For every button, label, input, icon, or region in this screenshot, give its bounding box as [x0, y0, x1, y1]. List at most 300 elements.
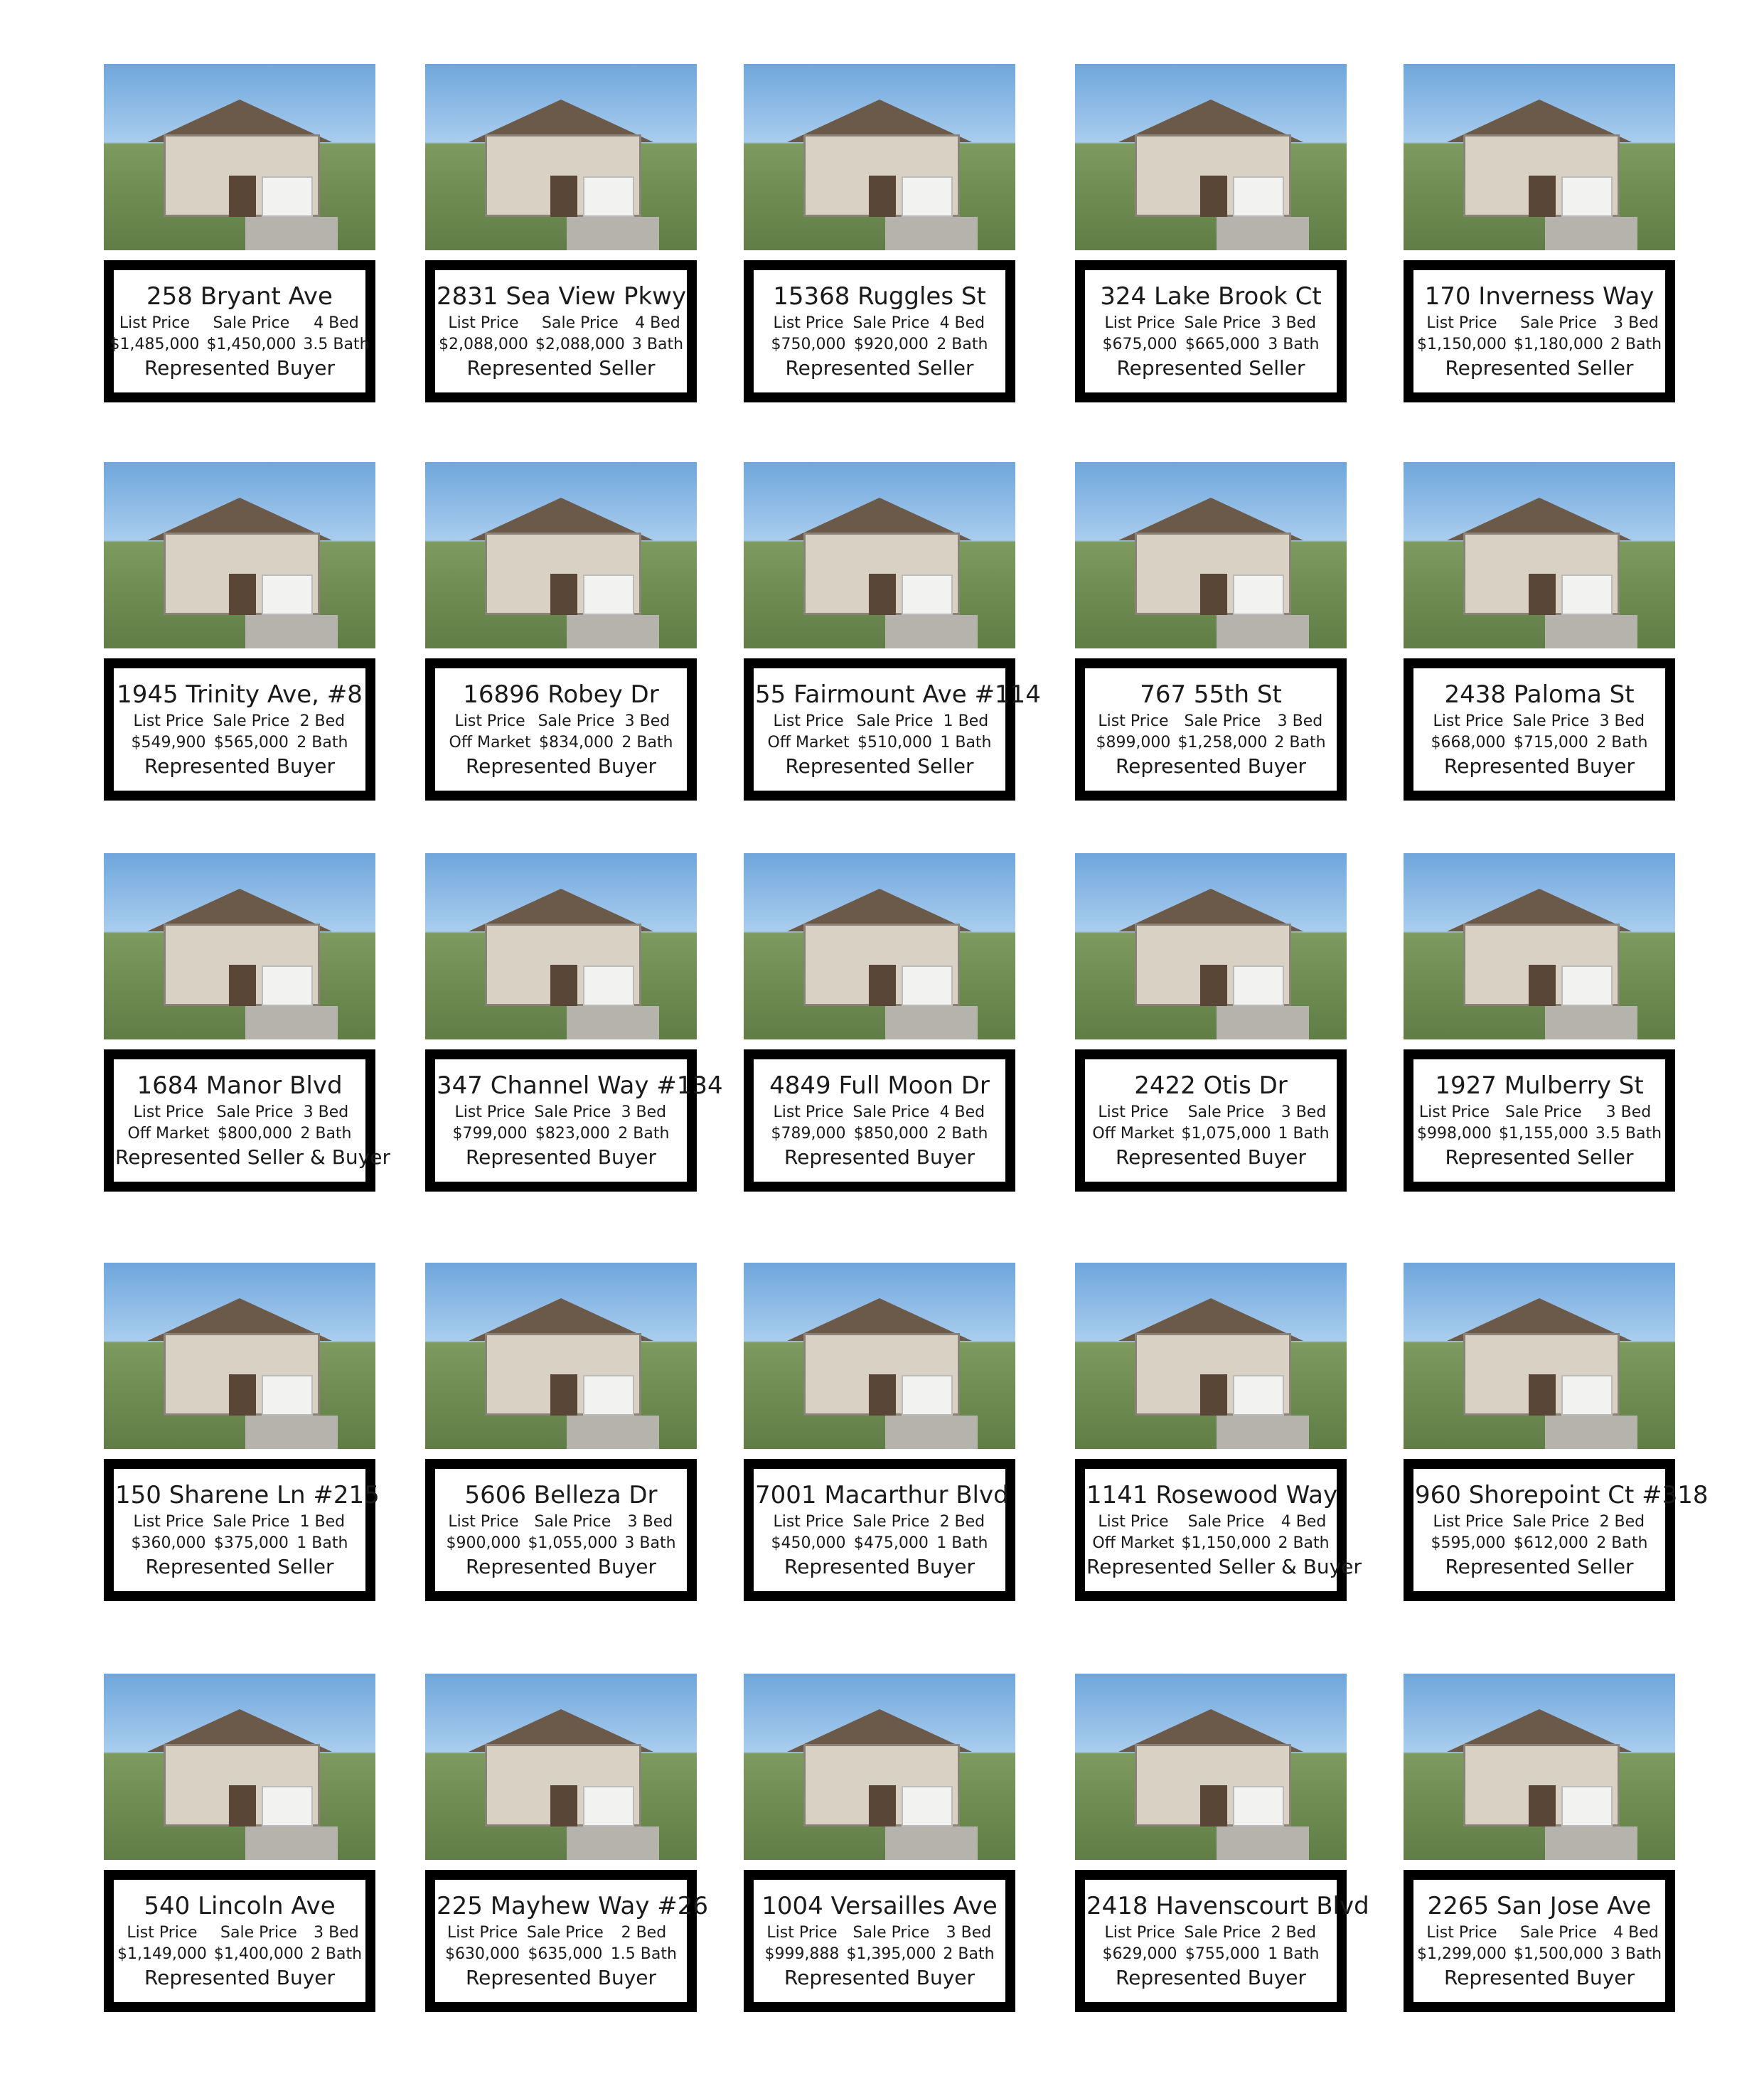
list-price-label: List Price — [773, 314, 844, 332]
baths-value: 1 Bath — [936, 1534, 988, 1552]
house-garage-shape — [902, 574, 953, 614]
house-garage-shape — [583, 1375, 635, 1415]
listing-card — [1404, 64, 1681, 402]
listing-info-box — [744, 260, 1015, 402]
house-door-shape — [229, 965, 256, 1006]
list-price-value: $1,485,000 — [109, 336, 200, 353]
listing-stats — [1086, 1512, 1335, 1554]
beds-value: 1 Bed — [943, 712, 989, 730]
baths-value: 1 Bath — [296, 1534, 348, 1552]
listing-address: 1927 Mulberry St — [1435, 1071, 1644, 1100]
beds-value: 4 Bed — [1281, 1513, 1327, 1531]
baths-value: 3 Bath — [624, 1534, 676, 1552]
listing-card — [744, 64, 1021, 402]
listing-info-box — [1404, 1870, 1675, 2012]
house-door-shape — [869, 1374, 896, 1416]
driveway-shape — [245, 217, 338, 250]
list-price-value: $360,000 — [131, 1534, 206, 1552]
bed-bath-column — [1610, 1922, 1662, 1965]
list-price-value: $668,000 — [1431, 734, 1506, 752]
listing-address: 258 Bryant Ave — [146, 282, 333, 311]
list-price-column — [453, 1102, 528, 1145]
driveway-shape — [1545, 615, 1637, 648]
sale-price-value: $1,055,000 — [528, 1534, 618, 1552]
listing-stats — [755, 1102, 1004, 1145]
sale-price-value: $823,000 — [535, 1125, 610, 1143]
sale-price-label: Sale Price — [538, 712, 615, 730]
list-price-label: List Price — [1098, 1103, 1169, 1121]
list-price-value: $630,000 — [445, 1945, 520, 1963]
listing-stats — [755, 711, 1004, 754]
sale-price-value: $834,000 — [538, 734, 614, 752]
beds-value: 2 Bed — [299, 712, 346, 730]
list-price-value: $899,000 — [1096, 734, 1171, 752]
listing-card — [425, 64, 702, 402]
list-price-label: List Price — [133, 1103, 204, 1121]
baths-value: 1 Bath — [940, 734, 992, 752]
list-price-column — [439, 313, 528, 355]
sale-price-label: Sale Price — [1187, 1103, 1265, 1121]
list-price-column — [449, 711, 531, 754]
sale-price-label: Sale Price — [542, 314, 619, 332]
represented-party: Represented Buyer — [1115, 754, 1307, 778]
property-photo — [744, 853, 1015, 1039]
listing-stats — [1086, 711, 1335, 754]
represented-party: Represented Buyer — [144, 1966, 336, 1989]
bed-bath-column — [943, 1922, 994, 1965]
listing-info-box — [1404, 260, 1675, 402]
listing-stats — [437, 1922, 685, 1965]
represented-party: Represented Seller — [785, 754, 974, 778]
list-price-label: List Price — [133, 1513, 204, 1531]
list-price-value: $789,000 — [771, 1125, 846, 1143]
beds-value: 3 Bed — [1277, 712, 1323, 730]
list-price-column — [109, 313, 199, 355]
list-price-value: $750,000 — [771, 336, 846, 353]
house-door-shape — [869, 1785, 896, 1826]
baths-value: 2 Bath — [943, 1945, 995, 1963]
beds-value: 3 Bed — [303, 1103, 349, 1121]
driveway-shape — [567, 217, 659, 250]
listing-address: 1684 Manor Blvd — [137, 1071, 343, 1100]
listing-card — [425, 853, 723, 1192]
list-price-column — [1417, 1102, 1492, 1145]
list-price-column — [446, 1512, 520, 1554]
baths-value: 3 Bath — [631, 336, 684, 353]
list-price-value: $1,149,000 — [117, 1945, 207, 1963]
baths-value: 2 Bath — [936, 336, 988, 353]
listing-address: 225 Mayhew Way #26 — [437, 1892, 709, 1920]
property-photo — [1404, 462, 1675, 648]
list-price-value: $549,900 — [131, 734, 206, 752]
list-price-label: List Price — [447, 1924, 518, 1942]
list-price-label: List Price — [1433, 1513, 1504, 1531]
house-door-shape — [869, 574, 896, 615]
baths-value: 3 Bath — [1268, 336, 1320, 353]
list-price-value: $1,299,000 — [1416, 1945, 1507, 1963]
list-price-value: Off Market — [1092, 1534, 1175, 1552]
listing-address: 2831 Sea View Pkwy — [437, 282, 687, 311]
bed-bath-column — [300, 1102, 351, 1145]
listing-stats — [115, 1512, 364, 1554]
listing-address: 4849 Full Moon Dr — [769, 1071, 990, 1100]
listing-card — [425, 1674, 709, 2012]
list-price-column — [128, 1102, 210, 1145]
property-photo — [425, 1263, 697, 1449]
list-price-column — [1092, 1102, 1174, 1145]
listing-info-box — [104, 1459, 380, 1601]
list-price-label: List Price — [448, 314, 519, 332]
property-photo — [744, 64, 1015, 250]
house-door-shape — [1529, 965, 1556, 1006]
property-photo — [425, 853, 697, 1039]
baths-value: 3 Bath — [1610, 1945, 1662, 1963]
listing-stats — [1415, 711, 1664, 754]
list-price-column — [1092, 1512, 1174, 1554]
listing-stats — [1415, 313, 1664, 355]
baths-value: 2 Bath — [1610, 336, 1662, 353]
house-garage-shape — [262, 176, 314, 216]
sale-price-value: $475,000 — [853, 1534, 929, 1552]
bed-bath-column — [618, 1102, 669, 1145]
house-garage-shape — [1561, 1375, 1613, 1415]
driveway-shape — [1545, 217, 1637, 250]
beds-value: 3 Bed — [1599, 712, 1645, 730]
house-garage-shape — [902, 966, 953, 1005]
represented-party: Represented Buyer — [784, 1555, 975, 1578]
sale-price-column — [217, 1102, 294, 1145]
baths-value: 2 Bath — [936, 1125, 988, 1143]
property-photo — [1404, 1674, 1675, 1860]
listing-info-box — [744, 1870, 1015, 2012]
list-price-label: List Price — [133, 712, 204, 730]
list-price-value: $799,000 — [452, 1125, 528, 1143]
beds-value: 4 Bed — [1613, 1924, 1659, 1942]
property-photo — [104, 462, 375, 648]
house-door-shape — [1529, 176, 1556, 217]
baths-value: 2 Bath — [1278, 1534, 1330, 1552]
listing-info-box — [425, 260, 697, 402]
baths-value: 1.5 Bath — [610, 1945, 677, 1963]
bed-bath-column — [624, 1512, 675, 1554]
sale-price-label: Sale Price — [527, 1924, 604, 1942]
sale-price-label: Sale Price — [1184, 712, 1261, 730]
listing-info-box — [1075, 1049, 1347, 1192]
sale-price-column — [535, 313, 625, 355]
beds-value: 2 Bed — [939, 1513, 985, 1531]
driveway-shape — [245, 615, 338, 648]
sale-price-value: $1,075,000 — [1181, 1125, 1271, 1143]
beds-value: 4 Bed — [635, 314, 680, 332]
driveway-shape — [1545, 1416, 1637, 1449]
sale-price-value: $1,450,000 — [206, 336, 296, 353]
listing-info-box — [425, 658, 697, 801]
house-door-shape — [550, 176, 577, 217]
sale-price-column — [1514, 313, 1603, 355]
list-price-label: List Price — [773, 712, 844, 730]
house-door-shape — [229, 1785, 256, 1826]
list-price-column — [1417, 313, 1507, 355]
house-garage-shape — [902, 1786, 953, 1826]
sale-price-value: $1,180,000 — [1513, 336, 1603, 353]
list-price-label: List Price — [119, 314, 191, 332]
listing-stats — [115, 1102, 364, 1145]
listing-info-box — [1075, 1459, 1362, 1601]
bed-bath-column — [1610, 313, 1662, 355]
list-price-label: List Price — [1433, 712, 1504, 730]
sale-price-label: Sale Price — [1184, 1924, 1261, 1942]
sale-price-column — [535, 1102, 611, 1145]
list-price-column — [132, 1512, 206, 1554]
list-price-value: $2,088,000 — [438, 336, 528, 353]
sale-price-value: $665,000 — [1185, 336, 1260, 353]
bed-bath-column — [621, 711, 673, 754]
list-price-column — [1431, 711, 1506, 754]
list-price-label: List Price — [454, 1103, 525, 1121]
baths-value: 2 Bath — [1596, 734, 1648, 752]
represented-party: Represented Seller — [1445, 1145, 1634, 1169]
beds-value: 2 Bed — [1271, 1924, 1317, 1942]
bed-bath-column — [936, 313, 988, 355]
house-door-shape — [1200, 574, 1227, 615]
represented-party: Represented Seller & Buyer — [115, 1145, 390, 1169]
driveway-shape — [245, 1416, 338, 1449]
listing-card — [104, 1674, 381, 2012]
property-photo — [425, 1674, 697, 1860]
list-price-column — [771, 313, 846, 355]
listing-stats — [1415, 1922, 1664, 1965]
listing-info-box — [104, 1049, 390, 1192]
bed-bath-column — [611, 1922, 677, 1965]
driveway-shape — [885, 1006, 978, 1039]
sale-price-label: Sale Price — [852, 1103, 930, 1121]
list-price-label: List Price — [773, 1513, 844, 1531]
list-price-column — [117, 1922, 207, 1965]
listing-info-box — [104, 260, 375, 402]
house-garage-shape — [902, 176, 953, 216]
house-door-shape — [229, 1374, 256, 1416]
listing-address: 170 Inverness Way — [1424, 282, 1655, 311]
listing-address: 2438 Paloma St — [1444, 680, 1635, 709]
sale-price-column — [853, 1512, 930, 1554]
sale-price-value: $850,000 — [853, 1125, 929, 1143]
list-price-value: Off Market — [449, 734, 531, 752]
listing-stats — [115, 1922, 364, 1965]
represented-party: Represented Buyer — [784, 1145, 975, 1169]
listing-info-box — [104, 658, 375, 801]
sale-price-column — [214, 1922, 304, 1965]
house-garage-shape — [262, 1786, 314, 1826]
sale-price-column — [853, 1102, 930, 1145]
listing-info-box — [1404, 1459, 1709, 1601]
house-door-shape — [550, 1374, 577, 1416]
sale-price-column — [527, 1922, 604, 1965]
property-photo — [1075, 1674, 1347, 1860]
driveway-shape — [1217, 1416, 1309, 1449]
property-photo — [1075, 64, 1347, 250]
represented-party: Represented Seller — [1116, 356, 1305, 380]
list-price-value: $900,000 — [446, 1534, 521, 1552]
sale-price-value: $375,000 — [213, 1534, 289, 1552]
sale-price-label: Sale Price — [1184, 314, 1261, 332]
list-price-value: $629,000 — [1102, 1945, 1177, 1963]
listing-stats — [755, 1512, 1004, 1554]
house-door-shape — [869, 965, 896, 1006]
bed-bath-column — [1596, 1512, 1647, 1554]
list-price-value: $675,000 — [1102, 336, 1177, 353]
bed-bath-column — [1268, 1922, 1319, 1965]
listing-address: 767 55th St — [1140, 680, 1282, 709]
house-door-shape — [1529, 574, 1556, 615]
represented-party: Represented Buyer — [465, 754, 657, 778]
house-door-shape — [1200, 176, 1227, 217]
list-price-label: List Price — [773, 1103, 844, 1121]
baths-value: 1 Bath — [1268, 1945, 1320, 1963]
sale-price-column — [1185, 1922, 1261, 1965]
baths-value: 2 Bath — [1274, 734, 1326, 752]
house-door-shape — [229, 574, 256, 615]
represented-party: Represented Seller — [1445, 1555, 1634, 1578]
sale-price-value: $800,000 — [217, 1125, 292, 1143]
sale-price-label: Sale Price — [852, 314, 930, 332]
sale-price-label: Sale Price — [213, 1513, 290, 1531]
list-price-value: $999,888 — [764, 1945, 840, 1963]
list-price-label: List Price — [1426, 1924, 1497, 1942]
property-photo — [425, 64, 697, 250]
represented-party: Represented Seller — [785, 356, 974, 380]
driveway-shape — [1217, 1826, 1309, 1860]
list-price-column — [132, 711, 206, 754]
list-price-value: Off Market — [127, 1125, 210, 1143]
list-price-label: List Price — [1426, 314, 1497, 332]
house-garage-shape — [583, 574, 635, 614]
listing-stats — [1086, 313, 1335, 355]
represented-party: Represented Seller — [1445, 356, 1634, 380]
sale-price-column — [1513, 1512, 1590, 1554]
baths-value: 2 Bath — [618, 1125, 670, 1143]
listing-card — [425, 1263, 702, 1601]
baths-value: 2 Bath — [1596, 1534, 1648, 1552]
sale-price-value: $1,155,000 — [1498, 1125, 1588, 1143]
property-photo — [744, 462, 1015, 648]
list-price-column — [1103, 1922, 1177, 1965]
property-photo — [1075, 1263, 1347, 1449]
list-price-value: $450,000 — [771, 1534, 846, 1552]
list-price-label: List Price — [1104, 1924, 1175, 1942]
listing-stats — [1415, 1102, 1664, 1145]
house-garage-shape — [1233, 176, 1285, 216]
driveway-shape — [885, 615, 978, 648]
property-photo — [104, 1674, 375, 1860]
represented-party: Represented Buyer — [144, 754, 336, 778]
beds-value: 3 Bed — [627, 1513, 673, 1531]
bed-bath-column — [632, 313, 683, 355]
house-garage-shape — [902, 1375, 953, 1415]
bed-bath-column — [296, 1512, 348, 1554]
listing-address: 2422 Otis Dr — [1134, 1071, 1288, 1100]
sale-price-column — [206, 313, 296, 355]
property-photo — [1404, 64, 1675, 250]
sale-price-value: $1,150,000 — [1181, 1534, 1271, 1552]
driveway-shape — [885, 1826, 978, 1860]
bed-bath-column — [940, 711, 991, 754]
listing-stats — [437, 313, 685, 355]
beds-value: 4 Bed — [314, 314, 359, 332]
driveway-shape — [1545, 1006, 1637, 1039]
list-price-label: List Price — [766, 1924, 838, 1942]
sale-price-label: Sale Price — [213, 712, 290, 730]
driveway-shape — [885, 1416, 978, 1449]
listing-stats — [109, 313, 370, 355]
property-photo — [104, 853, 375, 1039]
listing-card — [1404, 1263, 1709, 1601]
listing-card — [1404, 853, 1681, 1192]
beds-value: 3 Bed — [946, 1924, 992, 1942]
sale-price-value: $1,258,000 — [1177, 734, 1268, 752]
sale-price-value: $1,400,000 — [213, 1945, 304, 1963]
bed-bath-column — [1278, 1512, 1329, 1554]
beds-value: 3 Bed — [314, 1924, 359, 1942]
listing-info-box — [425, 1459, 697, 1601]
sale-price-label: Sale Price — [1187, 1513, 1265, 1531]
listing-address: 1004 Versailles Ave — [761, 1892, 998, 1920]
house-garage-shape — [1561, 574, 1613, 614]
property-photo — [104, 64, 375, 250]
listing-stats — [1086, 1102, 1335, 1145]
list-price-column — [771, 1102, 846, 1145]
beds-value: 3 Bed — [621, 1103, 667, 1121]
listing-stats — [1086, 1922, 1335, 1965]
listing-card — [744, 853, 1021, 1192]
sale-price-label: Sale Price — [1512, 1513, 1590, 1531]
sale-price-label: Sale Price — [534, 1103, 611, 1121]
list-price-value: $1,150,000 — [1416, 336, 1507, 353]
house-garage-shape — [1561, 176, 1613, 216]
bed-bath-column — [936, 1512, 988, 1554]
listing-address: 15368 Ruggles St — [773, 282, 986, 311]
sale-price-value: $1,500,000 — [1513, 1945, 1603, 1963]
list-price-column — [1096, 711, 1170, 754]
baths-value: 3.5 Bath — [303, 336, 370, 353]
listing-address: 55 Fairmount Ave #114 — [755, 680, 1041, 709]
sale-price-column — [213, 711, 290, 754]
sale-price-value: $2,088,000 — [535, 336, 625, 353]
list-price-label: List Price — [1098, 712, 1169, 730]
sale-price-value: $510,000 — [857, 734, 932, 752]
sale-price-column — [1185, 313, 1261, 355]
beds-value: 3 Bed — [1613, 314, 1659, 332]
house-garage-shape — [583, 1786, 635, 1826]
list-price-label: List Price — [127, 1924, 198, 1942]
list-price-label: List Price — [1104, 314, 1175, 332]
beds-value: 4 Bed — [939, 314, 985, 332]
listing-address: 2418 Havenscourt Blvd — [1086, 1892, 1369, 1920]
property-photo — [425, 462, 697, 648]
listing-address: 7001 Macarthur Blvd — [755, 1481, 1009, 1509]
beds-value: 2 Bed — [1599, 1513, 1645, 1531]
listing-stats — [1415, 1512, 1664, 1554]
driveway-shape — [1545, 1826, 1637, 1860]
driveway-shape — [245, 1006, 338, 1039]
listing-address: 540 Lincoln Ave — [144, 1892, 336, 1920]
sale-price-column — [538, 711, 615, 754]
sale-price-label: Sale Price — [213, 314, 290, 332]
listing-info-box — [1075, 1870, 1369, 2012]
house-door-shape — [1200, 1374, 1227, 1416]
driveway-shape — [245, 1826, 338, 1860]
represented-party: Represented Buyer — [1443, 1966, 1635, 1989]
driveway-shape — [1217, 615, 1309, 648]
